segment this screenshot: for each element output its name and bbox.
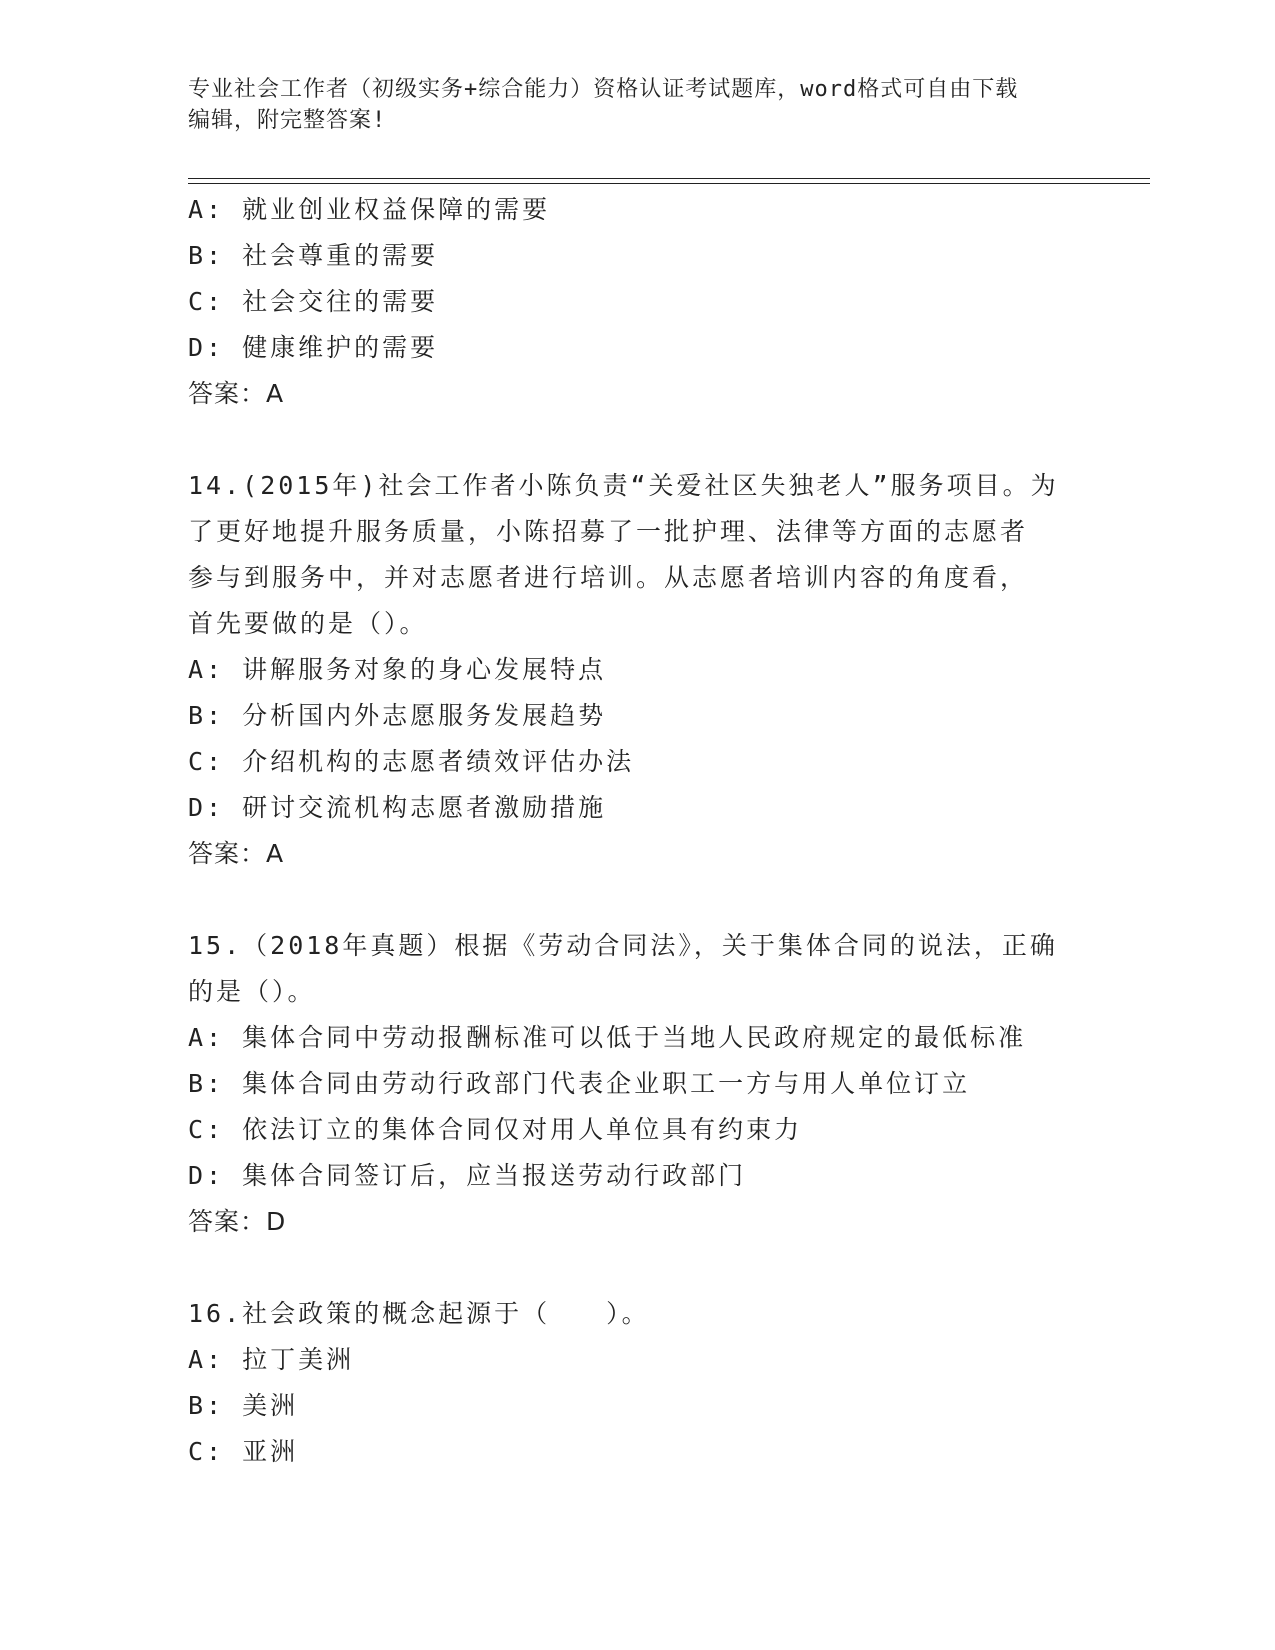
question-text [188, 463, 1088, 647]
question-16 [188, 1291, 1088, 1475]
header-title-line-1: 专业社会工作者（初级实务+综合能力）资格认证考试题库，word格式可自由下载 [188, 77, 1019, 102]
header-title-line-2: 编辑，附完整答案! [188, 108, 387, 133]
option-b: B: 美洲 [188, 1391, 299, 1420]
option-a: A: 讲解服务对象的身心发展特点 [188, 655, 607, 684]
question-14 [188, 463, 1088, 877]
answer: 答案：A [188, 839, 285, 868]
question-text [188, 923, 1088, 1015]
option-d: D: 集体合同签订后，应当报送劳动行政部门 [188, 1161, 747, 1190]
option-a: A: 集体合同中劳动报酬标准可以低于当地人民政府规定的最低标准 [188, 1023, 1027, 1052]
option-a: A: 拉丁美洲 [188, 1345, 355, 1374]
question-13 [188, 187, 1088, 417]
option-c: C: 介绍机构的志愿者绩效评估办法 [188, 747, 635, 776]
question-line: 首先要做的是（）。 [188, 609, 428, 638]
question-line: 16.社会政策的概念起源于（ ）。 [188, 1299, 650, 1328]
question-line: 了更好地提升服务质量，小陈招募了一批护理、法律等方面的志愿者 [188, 517, 1029, 546]
answer: 答案：A [188, 379, 285, 408]
option-c: C: 依法订立的集体合同仅对用人单位具有约束力 [188, 1115, 803, 1144]
option-d: D: 研讨交流机构志愿者激励措施 [188, 793, 607, 822]
spacer [188, 877, 1088, 923]
spacer [188, 417, 1088, 463]
question-line: 的是（）。 [188, 977, 316, 1006]
question-text [188, 1291, 1088, 1337]
header-divider-bottom [188, 183, 1150, 184]
document-header [188, 74, 1088, 136]
option-a: A: 就业创业权益保障的需要 [188, 195, 551, 224]
option-b: B: 集体合同由劳动行政部门代表企业职工一方与用人单位订立 [188, 1069, 971, 1098]
spacer [188, 1245, 1088, 1291]
answer: 答案：D [188, 1207, 287, 1236]
question-line: 14.(2015年)社会工作者小陈负责“关爱社区失独老人”服务项目。为 [188, 471, 1059, 500]
option-c: C: 社会交往的需要 [188, 287, 439, 316]
question-list [188, 187, 1088, 1475]
option-b: B: 分析国内外志愿服务发展趋势 [188, 701, 607, 730]
header-divider-top [188, 178, 1150, 179]
question-15 [188, 923, 1088, 1245]
option-d: D: 健康维护的需要 [188, 333, 439, 362]
option-c: C: 亚洲 [188, 1437, 299, 1466]
question-line: 参与到服务中，并对志愿者进行培训。从志愿者培训内容的角度看， [188, 563, 1029, 592]
question-line: 15.（2018年真题）根据《劳动合同法》，关于集体合同的说法，正确 [188, 931, 1058, 960]
option-b: B: 社会尊重的需要 [188, 241, 439, 270]
